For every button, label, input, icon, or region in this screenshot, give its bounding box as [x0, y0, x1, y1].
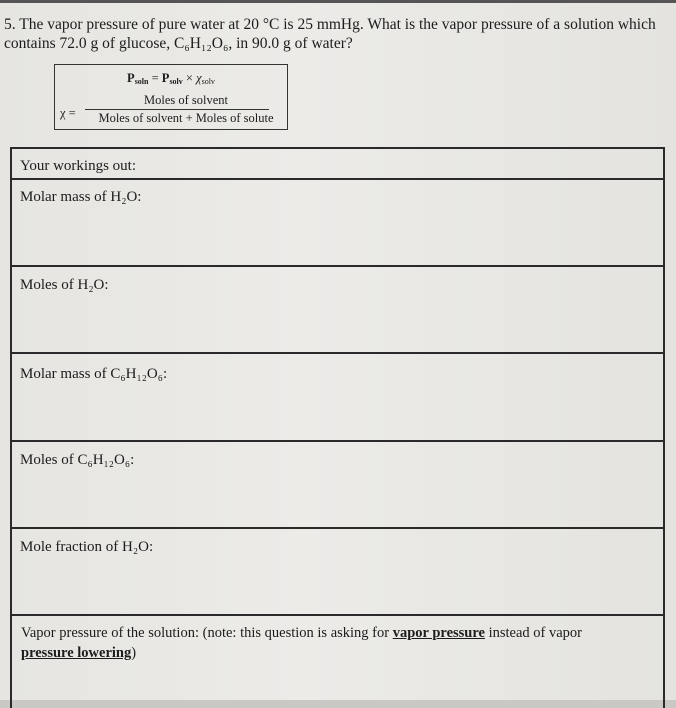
- molar-mass-glucose-label: Molar mass of C₆H₁₂O₆:: [20, 366, 168, 382]
- table-border: [10, 178, 665, 180]
- top-rule: [0, 0, 676, 3]
- workings-label: Your workings out:: [20, 158, 136, 174]
- fraction-numerator: Moles of solvent: [143, 93, 229, 107]
- question-text: [4, 15, 664, 53]
- table-border: [10, 265, 665, 267]
- fraction-bar: [85, 109, 269, 110]
- raoult-law-formula: $P_{soln} = P_{solv} \times \chi_{solv}$: [127, 71, 215, 86]
- table-border: [10, 614, 665, 616]
- moles-glucose-label: Moles of C₆H₁₂O₆:: [20, 452, 135, 468]
- fraction-denominator: Moles of solvent + Moles of solute: [98, 111, 274, 125]
- question-line-2: contains 72.0 g of glucose, C₆H₁₂O₆, in 90.0 g of water?: [4, 35, 353, 52]
- moles-water-label: Moles of H₂O:: [20, 277, 109, 293]
- vapor-pressure-note: Vapor pressure of the solution: (note: this question is asking for vapor pressure instead of vapor pressure lowering): [21, 625, 583, 661]
- mole-fraction-symbol: χ =: [60, 106, 76, 120]
- table-border: [10, 527, 665, 529]
- molar-mass-water-label: Molar mass of H₂O:: [20, 189, 142, 205]
- table-border: [10, 147, 665, 149]
- table-border: [10, 352, 665, 354]
- mole-fraction-water-label: Mole fraction of H₂O:: [20, 539, 154, 555]
- table-border: [10, 440, 665, 442]
- question-line-1: 5. The vapor pressure of pure water at 20 °C is 25 mmHg. What is the vapor pressure of a solution which: [4, 16, 656, 33]
- formula-box: [54, 64, 288, 130]
